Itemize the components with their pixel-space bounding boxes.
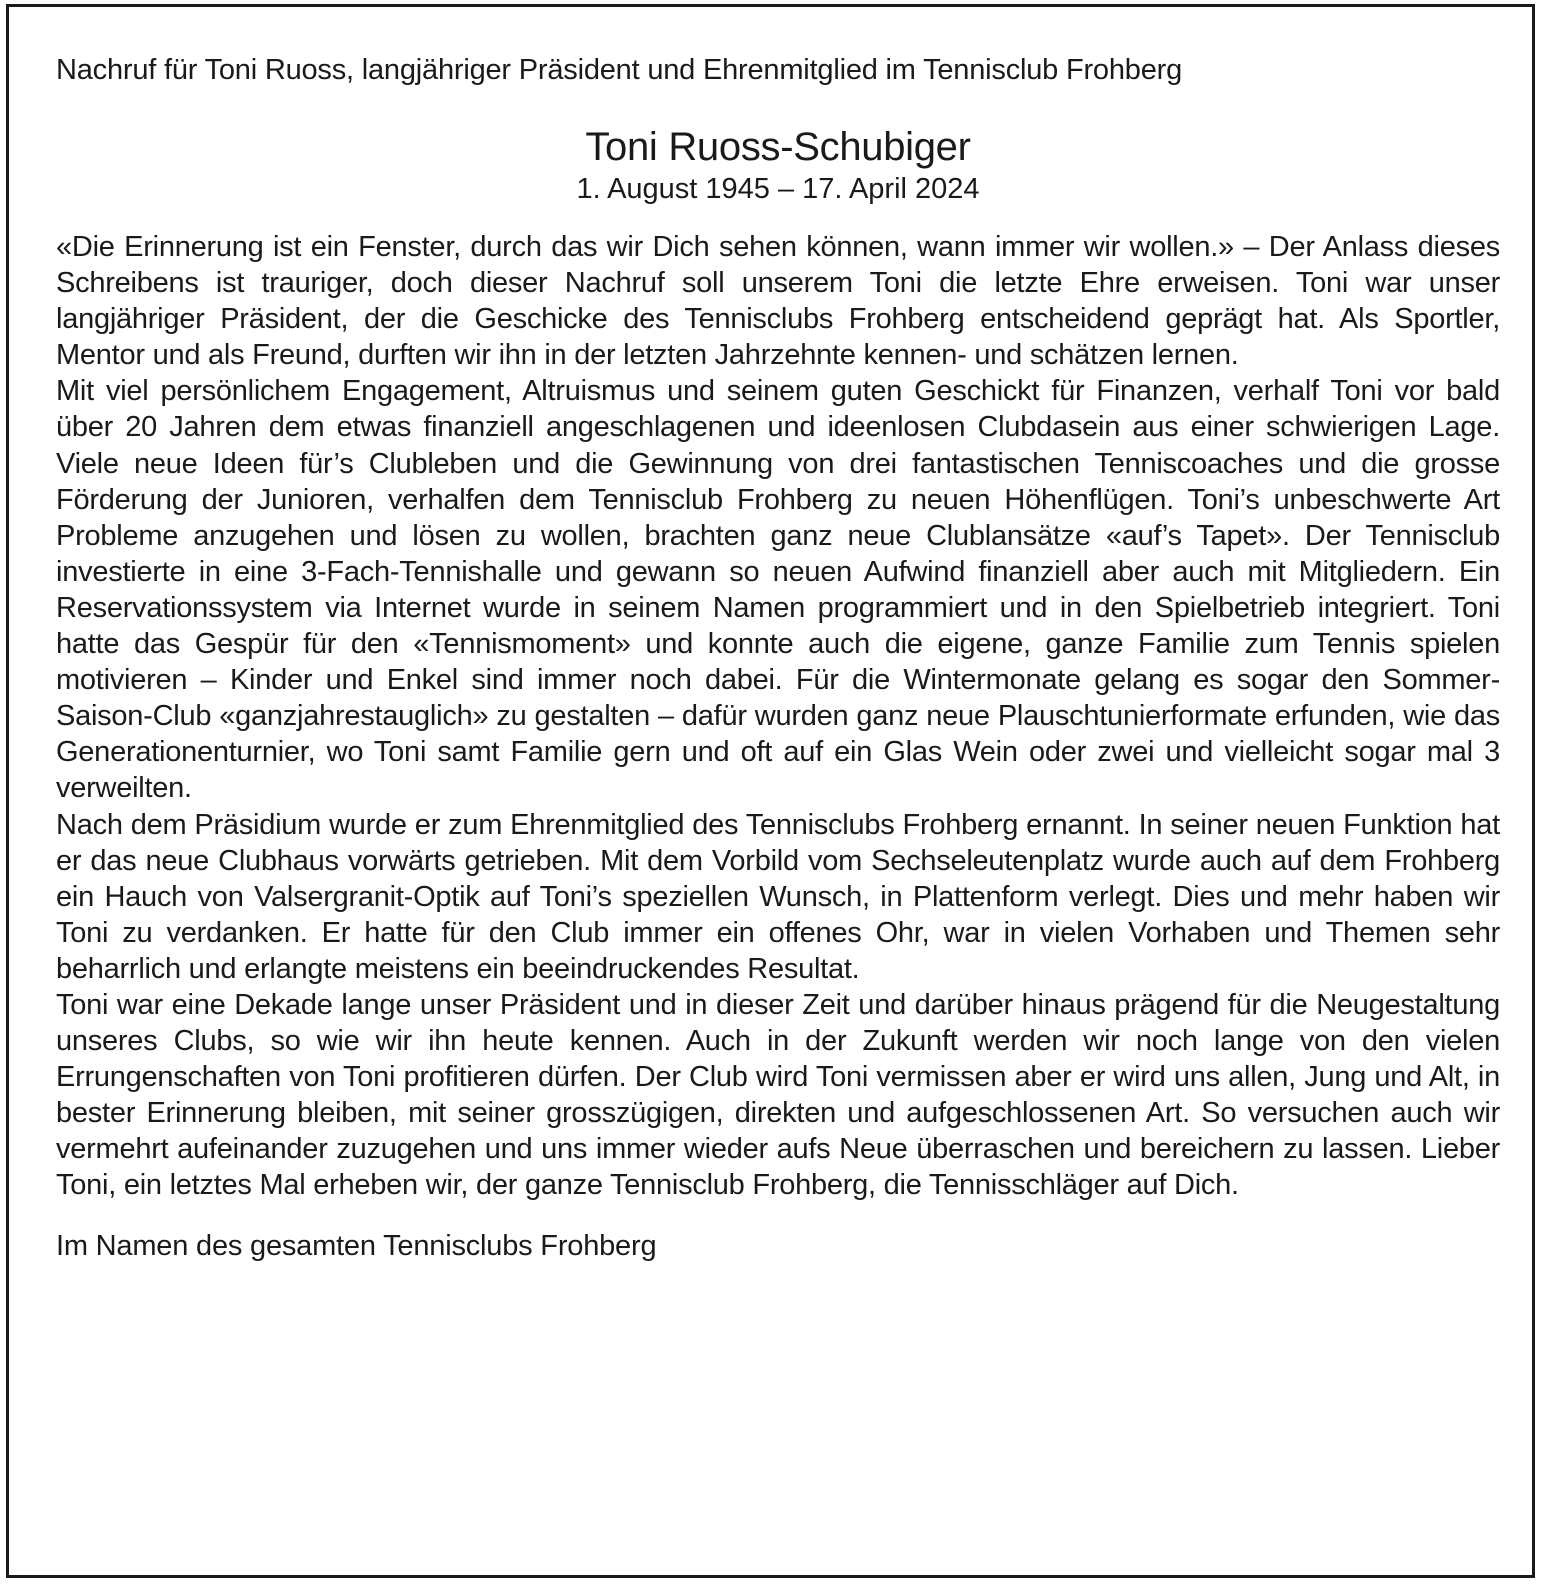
body-paragraph: Nach dem Präsidium wurde er zum Ehrenmitglied des Tennisclubs Frohberg ernannt. In seiner neuen Funktion hat er das neue Clubhaus vorwärts getrieben. Mit dem Vorbild vom Sechseleutenplatz wurde auch auf dem Frohberg ein Hauch von Valsergranit-Optik auf Toni’s speziellen Wunsch, in Plattenform verlegt. Dies und mehr haben wir Toni zu verdanken. Er hatte für den Club immer ein offenes Ohr, war in vielen Vorhaben und Themen sehr beharrlich und erlangte meistens ein beeindruckendes Resultat. <box>56 808 1500 985</box>
obituary-kicker: Nachruf für Toni Ruoss, langjähriger Präsident und Ehrenmitglied im Tennisclub Frohberg <box>56 54 1183 86</box>
obituary-signoff: Im Namen des gesamten Tennisclubs Frohberg <box>56 1229 657 1262</box>
obituary-content <box>56 49 1500 1266</box>
life-dates: 1. August 1945 – 17. April 2024 <box>576 173 980 205</box>
body-paragraph: «Die Erinnerung ist ein Fenster, durch das wir Dich sehen können, wann immer wir wollen.» – Der Anlass dieses Schreibens ist trauriger, doch dieser Nachruf soll unserem Toni die letzte Ehre erweisen. Toni war unser langjähriger Präsident, der die Geschicke des Tennisclubs Frohberg entscheidend geprägt hat. Als Sportler, Mentor und als Freund, durften wir ihn in der letzten Jahrzehnte kennen- und schätzen lernen. <box>56 231 1500 372</box>
body-paragraph: Mit viel persönlichem Engagement, Altruismus und seinem guten Geschickt für Finanzen, verhalf Toni vor bald über 20 Jahren dem etwas finanziell angeschlagenen und ideenlosen Clubdasein aus einer schwierigen Lage. Viele neue Ideen für’s Clubleben und die Gewinnung von drei fantastischen Tenniscoaches und die grosse Förderung der Junioren, verhalfen dem Tennisclub Frohberg zu neuen Höhenflügen. Toni’s unbeschwerte Art Probleme anzugehen und lösen zu wollen, brachten ganz neue Clublansätze «auf’s Tapet». Der Tennisclub investierte in eine 3-Fach-Tennishalle und gewann so neuen Aufwind finanziell aber auch mit Mitgliedern. Ein Reservationssystem via Internet wurde in seinem Namen programmiert und in den Spielbetrieb integriert. Toni hatte das Gespür für den «Tennismoment» und konnte auch die eigene, ganze Familie zum Tennis spielen motivieren – Kinder und Enkel sind immer noch dabei. Für die Wintermonate gelang es sogar den Sommer-Saison-Club «ganzjahrestauglich» zu gestalten – dafür wurden ganz neue Plauschtunierformate erfunden, wie das Generationenturnier, wo Toni samt Familie gern und oft auf ein Glas Wein oder zwei und vielleicht sogar mal 3 verweilten. <box>56 375 1500 805</box>
deceased-name: Toni Ruoss-Schubiger <box>585 125 971 169</box>
obituary-body <box>56 229 1500 1204</box>
obituary-frame <box>6 4 1535 1578</box>
body-paragraph: Toni war eine Dekade lange unser Präsident und in dieser Zeit und darüber hinaus prägend für die Neugestaltung unseres Clubs, so wie wir ihn heute kennen. Auch in der Zukunft werden wir noch lange von den vielen Errungenschaften von Toni profitieren dürfen. Der Club wird Toni vermissen aber er wird uns allen, Jung und Alt, in bester Erinnerung bleiben, mit seiner grosszügigen, direkten und aufgeschlossenen Art. So versuchen auch wir vermehrt aufeinander zuzugehen und uns immer wieder aufs Neue überraschen und bereichern zu lassen. Lieber Toni, ein letztes Mal erheben wir, der ganze Tennisclub Frohberg, die Tennisschläger auf Dich. <box>56 988 1500 1202</box>
